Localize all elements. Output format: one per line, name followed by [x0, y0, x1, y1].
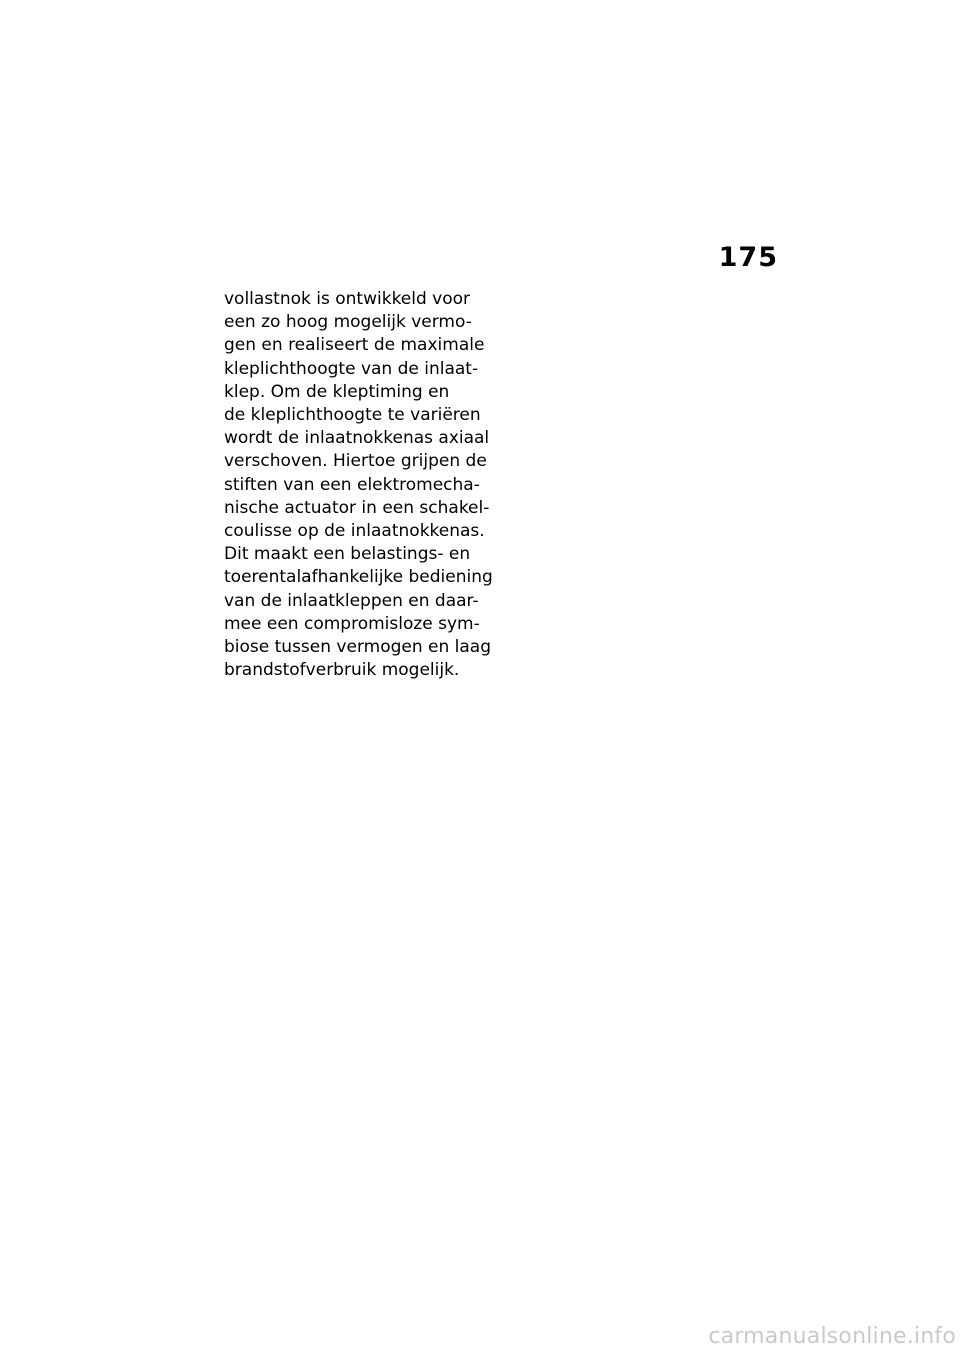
watermark: carmanualsonline.info [708, 1324, 956, 1349]
text-line: toerentalafhankelijke bediening [224, 567, 493, 588]
text-line: een zo hoog mogelijk vermo- [224, 312, 472, 333]
text-line: gen en realiseert de maximale [224, 335, 485, 356]
text-line: van de inlaatkleppen en daar- [224, 590, 479, 611]
text-line: biose tussen vermogen en laag [224, 637, 492, 658]
text-line: Dit maakt een belastings- en [224, 544, 471, 565]
text-line: vollastnok is ontwikkeld voor [224, 289, 471, 309]
text-line: wordt de inlaatnokkenas axiaal [224, 428, 490, 449]
text-line: coulisse op de inlaatnokkenas. [224, 521, 485, 542]
text-line: klep. Om de kleptiming en [224, 381, 450, 402]
text-line: mee een compromisloze sym- [224, 613, 480, 634]
text-line: de kleplichthoogte te variëren [224, 405, 481, 426]
text-line: kleplichthoogte van de inlaat- [224, 358, 479, 379]
page-number: 175 [718, 242, 778, 273]
text-line: nische actuator in een schakel- [224, 497, 490, 518]
text-line: stiften van een elektromecha- [224, 474, 480, 495]
text-line: verschoven. Hiertoe grijpen de [224, 451, 487, 472]
body-text [224, 288, 504, 682]
text-line: brandstofverbruik mogelijk. [224, 660, 460, 681]
